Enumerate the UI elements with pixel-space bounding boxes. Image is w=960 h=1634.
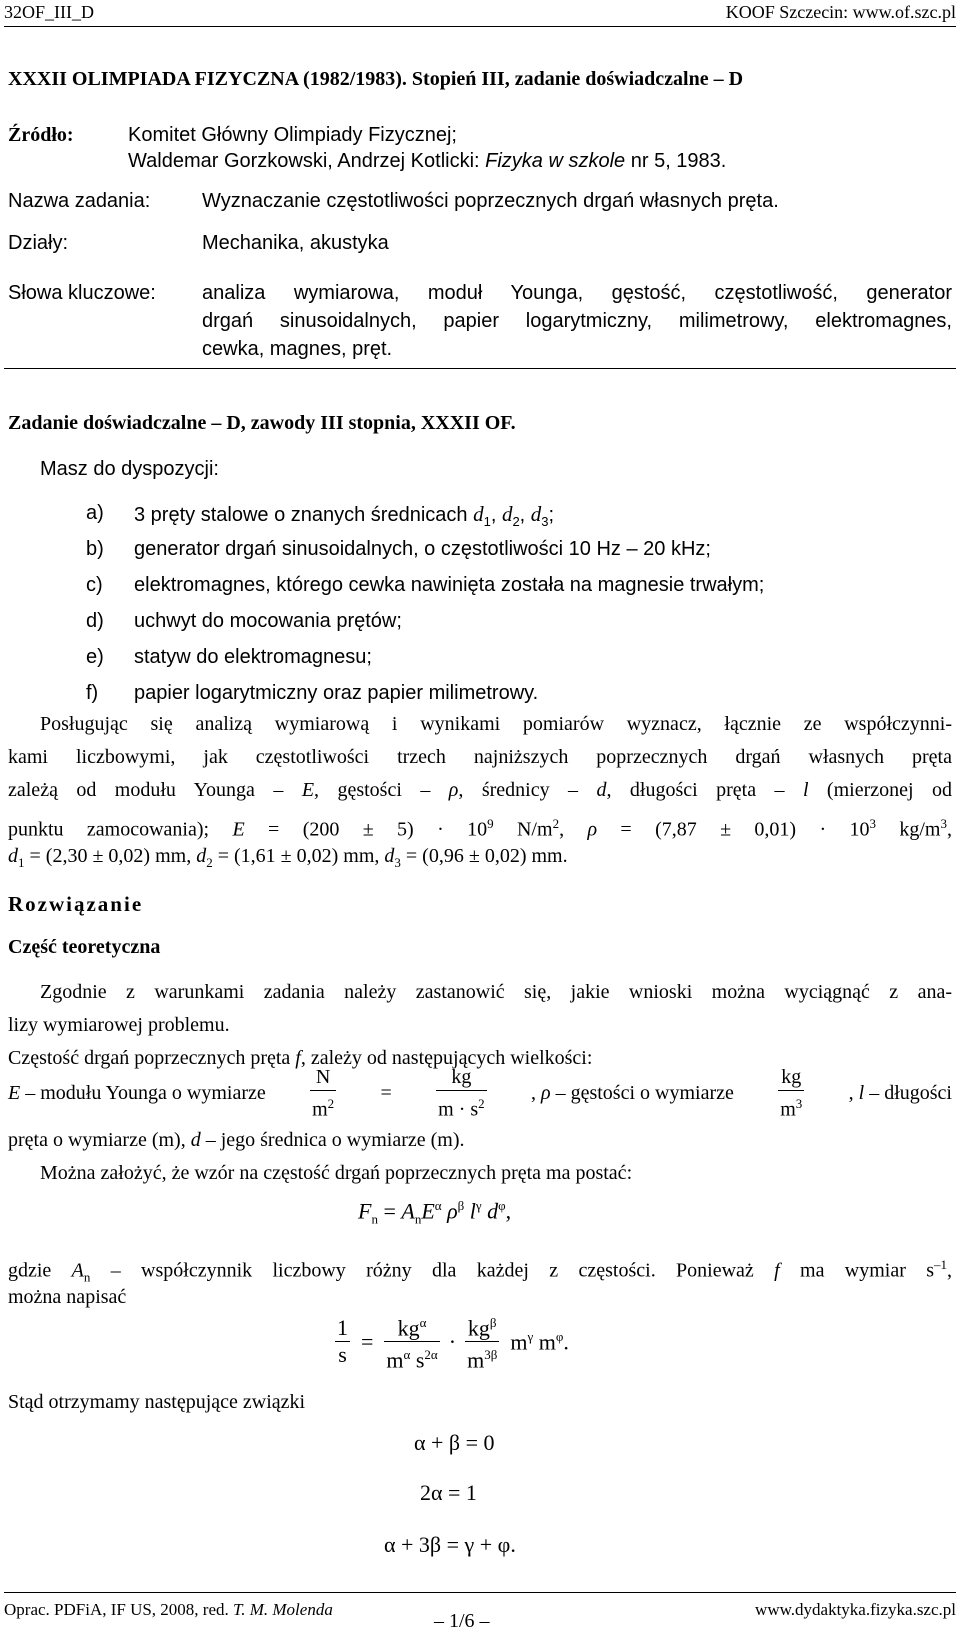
source-line-2: Waldemar Gorzkowski, Andrzej Kotlicki: Fizyka w szkole nr 5, 1983.: [128, 150, 727, 172]
item-label-a: a): [86, 502, 104, 524]
item-label-e: e): [86, 646, 104, 668]
solution-line-7: gdzie $A_n$ – współczynnik liczbowy różny dla każdej z częstości. Ponieważ f ma wymiar $s^{-1}$,: [8, 1257, 953, 1285]
task-intro: Masz do dyspozycji:: [40, 458, 219, 480]
equation-3: α + 3β = γ + φ.: [384, 1532, 516, 1557]
solution-line-1: Zgodnie z warunkami zadania należy zastanowić się, jakie wnioski można wyciągnąć z ana-: [40, 981, 952, 1003]
solution-line-8: można napisać: [8, 1286, 127, 1308]
solution-line-3: Częstość drgań poprzecznych pręta f, zależy od następujących wielkości:: [8, 1047, 593, 1069]
solution-subheading: Część teoretyczna: [8, 936, 161, 958]
item-label-f: f): [86, 682, 99, 704]
solution-line-9: Stąd otrzymamy następujące związki: [8, 1391, 306, 1413]
task-name-value: Wyznaczanie częstotliwości poprzecznych drgań własnych pręta.: [202, 190, 779, 212]
item-label-c: c): [86, 574, 103, 596]
footer-rule: [4, 1592, 956, 1593]
header-right: KOOF Szczecin: www.of.szc.pl: [725, 2, 956, 22]
formula-dimensional: $\frac{1}{s}$ = $\frac{kg^\alpha}{m^\alpha s^{2\alpha}}$ · $\frac{kg^\beta}{m^{3\beta}}$ $m^\gamma$ $m^\varphi$.: [332, 1310, 569, 1374]
solution-line-2: lizy wymiarowej problemu.: [8, 1014, 230, 1036]
item-label-d: d): [86, 610, 104, 632]
keywords-line-1: analiza wymiarowa, moduł Younga, gęstość, częstotliwość, generator: [202, 282, 952, 304]
equation-2: 2α = 1: [420, 1480, 477, 1505]
task-paragraph-line-1: Posługując się analizą wymiarową i wynikami pomiarów wyznacz, łącznie ze współczynni-: [40, 713, 952, 735]
solution-line-4: E – modułu Younga o wymiarze $\frac{N}{m^2}$ = $\frac{kg}{m \cdot s^2}$ , ρ – gęstości o wymiarze $\frac{kg}{m^3}$ , l – długości: [8, 1066, 952, 1121]
header-left: 32OF_III_D: [4, 2, 94, 22]
solution-heading: Rozwiązanie: [8, 892, 144, 916]
page-number: – 1/6 –: [434, 1610, 490, 1632]
task-paragraph-line-5: $d_1 = (2,30 \pm 0,02)$ mm, $d_2 = (1,61 \pm 0,02)$ mm, $d_3 = (0,96 \pm 0,02)$ mm.: [8, 845, 568, 870]
keywords-label: Słowa kluczowe:: [8, 282, 156, 304]
keywords-line-2: drgań sinusoidalnych, papier logarytmiczny, milimetrowy, elektromagnes,: [202, 310, 952, 332]
solution-line-5: pręta o wymiarze (m), d – jego średnica o wymiarze (m).: [8, 1129, 465, 1151]
solution-line-6: Można założyć, że wzór na częstość drgań poprzecznych pręta ma postać:: [40, 1162, 633, 1184]
item-c: elektromagnes, którego cewka nawinięta została na magnesie trwałym;: [134, 574, 765, 596]
item-e: statyw do elektromagnesu;: [134, 646, 372, 668]
sections-value: Mechanika, akustyka: [202, 232, 389, 254]
task-paragraph-line-2: kami liczbowymi, jak częstotliwości trzech najniższych poprzecznych drgań własnych pręta: [8, 746, 952, 768]
formula-frequency: $F_n = A_nE^\alpha$ $\rho^\beta$ $l^\gamma$ $d^\varphi$,: [358, 1198, 512, 1227]
item-d: uchwyt do mocowania prętów;: [134, 610, 402, 632]
task-paragraph-line-4: punktu zamocowania); $E = (200 \pm 5) \cdot 10^9$ $N/m^2$, $\rho = (7,87 \pm 0,01) \cdot 10^3$ $kg/m^3$,: [8, 816, 952, 841]
task-heading: Zadanie doświadczalne – D, zawody III stopnia, XXXII OF.: [8, 412, 516, 434]
footer-left: Oprac. PDFiA, IF US, 2008, red. T. M. Molenda: [4, 1600, 333, 1619]
keywords-line-3: cewka, magnes, pręt.: [202, 338, 393, 360]
item-b: generator drgań sinusoidalnych, o częstotliwości 10 Hz – 20 kHz;: [134, 538, 711, 560]
page-title: XXXII OLIMPIADA FIZYCZNA (1982/1983). Stopień III, zadanie doświadczalne – D: [8, 68, 744, 90]
meta-rule: [4, 368, 956, 369]
task-paragraph-line-3: zależą od modułu Younga – E, gęstości – ρ, średnicy – d, długości pręta – l (mierzonej od: [8, 779, 952, 801]
header-rule: [4, 26, 956, 27]
footer-right: www.dydaktyka.fizyka.szc.pl: [755, 1600, 956, 1619]
source-line-1: Komitet Główny Olimpiady Fizycznej;: [128, 124, 457, 146]
item-f: papier logarytmiczny oraz papier milimetrowy.: [134, 682, 539, 704]
item-a: 3 pręty stalowe o znanych średnicach $d_1$, $d_2$, $d_3$;: [134, 502, 555, 529]
equation-1: α + β = 0: [414, 1430, 495, 1455]
source-label: Źródło:: [8, 124, 74, 146]
sections-label: Działy:: [8, 232, 69, 254]
task-name-label: Nazwa zadania:: [8, 190, 151, 212]
item-label-b: b): [86, 538, 104, 560]
